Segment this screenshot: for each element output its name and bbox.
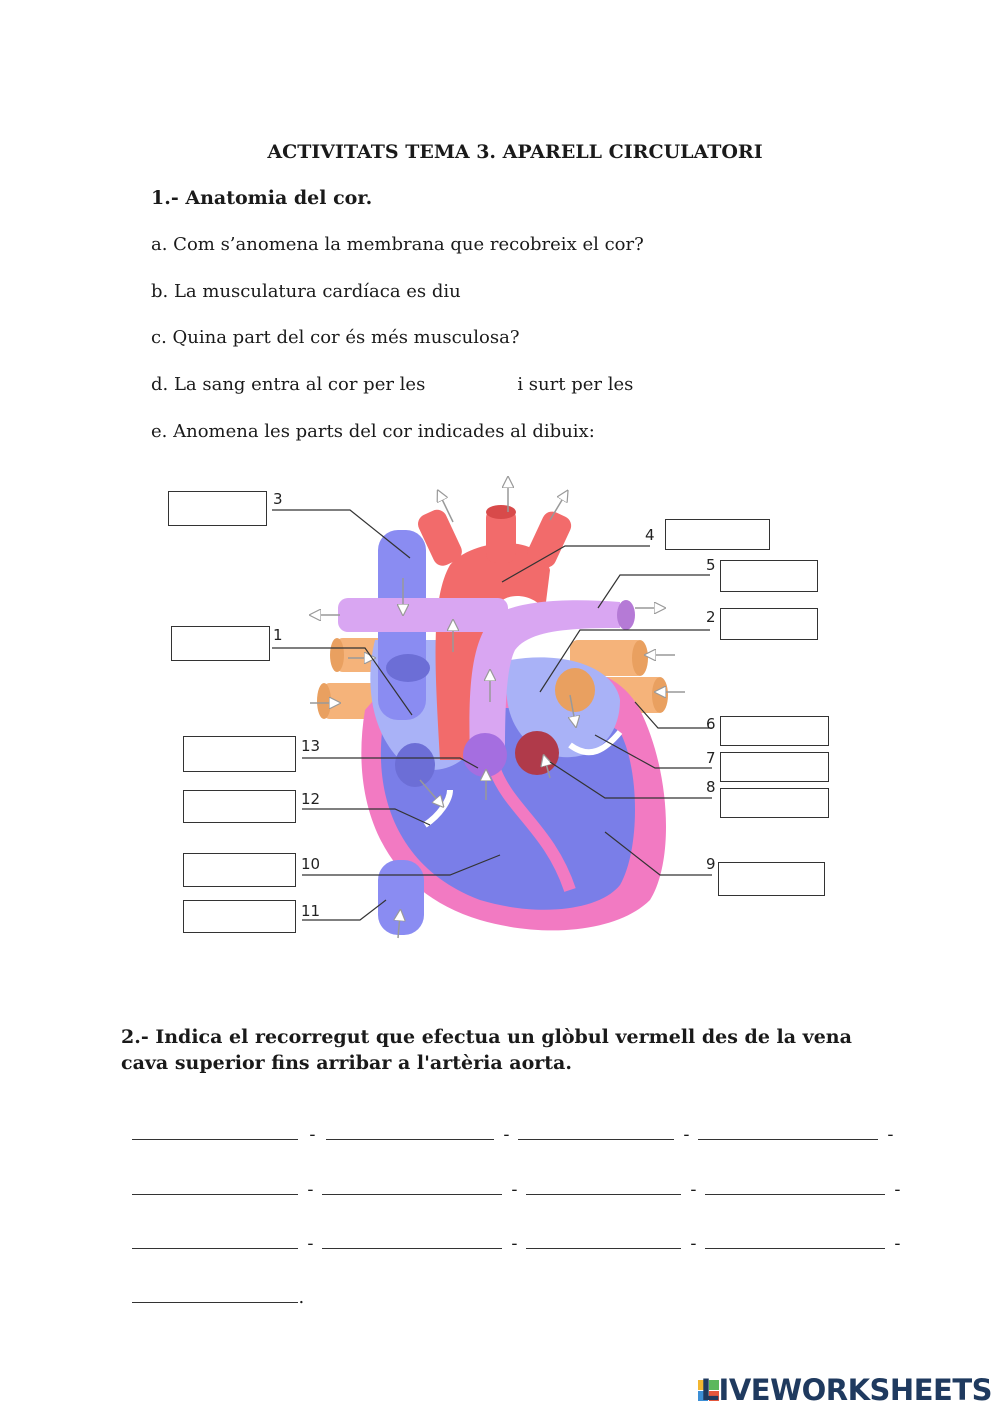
vena-cava-inferior [378,860,424,935]
route-dash: - [511,1233,518,1254]
route-dash: - [894,1179,901,1200]
route-blank-2[interactable] [326,1121,494,1140]
question-c: c. Quina part del cor és més musculosa? [151,327,520,348]
diagram-number-2: 2 [706,608,716,626]
route-blank-8[interactable] [705,1176,885,1195]
label-box-2[interactable] [720,608,818,640]
route-line-3 [121,1209,909,1254]
diagram-number-4: 4 [645,526,655,544]
label-box-8[interactable] [720,788,829,818]
worksheet-title: ACTIVITATS TEMA 3. APARELL CIRCULATORI [267,141,763,163]
label-box-7[interactable] [720,752,829,782]
liveworksheets-brand[interactable]: LIVEWORKSHEETS [700,1373,992,1407]
question-d-part2: i surt per les [517,374,634,395]
diagram-number-9: 9 [706,855,716,873]
diagram-number-13: 13 [301,737,321,755]
route-blank-5[interactable] [132,1176,298,1195]
route-dash: - [683,1124,690,1145]
question-e: e. Anomena les parts del cor indicades al dibuix: [151,421,595,442]
route-blank-11[interactable] [526,1230,681,1249]
question-d-part1: d. La sang entra al cor per les [151,374,426,395]
label-box-6[interactable] [720,716,829,746]
diagram-number-8: 8 [706,778,716,796]
route-blank-1[interactable] [132,1121,298,1140]
question-b: b. La musculatura cardíaca es diu [151,281,461,302]
diagram-number-6: 6 [706,715,716,733]
label-box-4[interactable] [665,519,770,550]
section-1-heading: 1.- Anatomia del cor. [151,187,373,209]
route-blank-3[interactable] [518,1121,674,1140]
diagram-number-5: 5 [706,556,716,574]
label-box-3[interactable] [168,491,267,526]
question-a: a. Com s’anomena la membrana que recobreix el cor? [151,234,644,255]
diagram-number-10: 10 [301,855,321,873]
route-blank-13[interactable] [132,1284,298,1303]
diagram-number-7: 7 [706,749,716,767]
route-line-4 [121,1263,304,1308]
route-dash: - [690,1233,697,1254]
question-d [151,374,633,395]
label-box-5[interactable] [720,560,818,592]
route-dash: - [307,1179,314,1200]
label-box-13[interactable] [183,736,296,772]
diagram-number-1: 1 [273,626,283,644]
route-dash: - [503,1124,510,1145]
route-dash: - [887,1124,894,1145]
diagram-number-12: 12 [301,790,321,808]
route-blank-4[interactable] [698,1121,878,1140]
label-box-9[interactable] [718,862,825,896]
route-line-2 [121,1155,909,1200]
label-box-11[interactable] [183,900,296,933]
route-blank-12[interactable] [705,1230,885,1249]
route-dash: - [307,1233,314,1254]
route-blank-7[interactable] [526,1176,681,1195]
section-2-heading: 2.- Indica el recorregut que efectua un glòbul vermell des de la vena cava superior fins arribar a l'artèria aorta. [121,1026,852,1074]
route-dash: - [309,1124,316,1145]
diagram-number-11: 11 [301,902,321,920]
label-box-12[interactable] [183,790,296,823]
route-dash: - [511,1179,518,1200]
route-blank-9[interactable] [132,1230,298,1249]
label-box-1[interactable] [171,626,270,661]
route-dash: - [690,1179,697,1200]
label-box-10[interactable] [183,853,296,887]
route-blank-10[interactable] [322,1230,502,1249]
route-blank-6[interactable] [322,1176,502,1195]
diagram-number-3: 3 [273,490,283,508]
route-end: . [298,1287,305,1308]
route-line-1 [121,1100,902,1145]
route-dash: - [894,1233,901,1254]
